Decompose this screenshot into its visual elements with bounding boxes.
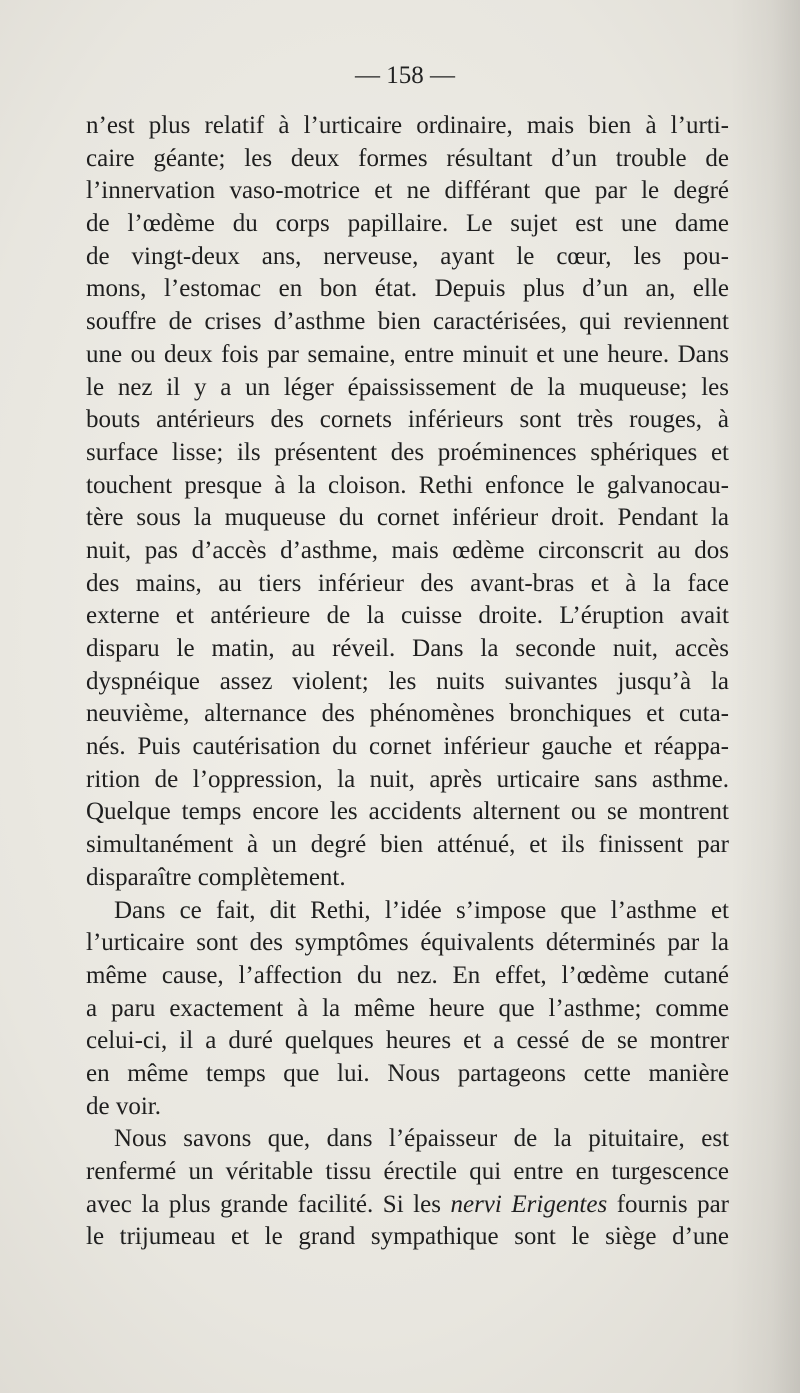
text-line: tère sous la muqueuse du cornet inférieur droit. Pendant la (86, 504, 729, 532)
text-line: une ou deux fois par semaine, entre minuit et une heure. Dans (86, 340, 729, 368)
text-line: surface lisse; ils présentent des proéminences sphériques et (86, 438, 729, 466)
italic-term: nervi Erigentes (450, 1190, 608, 1218)
text-line: de l’œdème du corps papillaire. Le sujet est une dame (86, 210, 729, 238)
text-line: le nez il y a un léger épaississement de la muqueuse; les (86, 373, 729, 401)
text-line: de vingt-deux ans, nerveuse, ayant le cœur, les pou- (86, 242, 729, 270)
text-line: Nous savons que, dans l’épaisseur de la pituitaire, est (114, 1125, 729, 1153)
page-number: — 158 — (355, 62, 455, 89)
text-line: disparu le matin, au réveil. Dans la seconde nuit, accès (86, 635, 729, 662)
text-line: touchent presque à la cloison. Rethi enfonce le galvanocau- (86, 471, 729, 499)
text-line: le trijumeau et le grand sympathique sont le siège d’une (86, 1223, 729, 1251)
text-line: Quelque temps encore les accidents alternent ou se montrent (86, 798, 729, 826)
body-text (86, 110, 729, 1254)
text-line: des mains, au tiers inférieur des avant-bras et à la face (86, 569, 729, 597)
text-line: l’urticaire sont des symptômes équivalents déterminés par la (86, 929, 729, 957)
text-run: fournis par (607, 1190, 730, 1218)
text-line: disparaître complètement. (86, 863, 346, 891)
text-line: caire géante; les deux formes résultant d’un trouble de (86, 144, 729, 172)
text-line: externe et antérieure de la cuisse droite. L’éruption avait (86, 602, 729, 630)
text-line: en même temps que lui. Nous partageons cette manière (86, 1059, 729, 1087)
text-line: neuvième, alternance des phénomènes bronchiques et cuta- (86, 700, 729, 728)
text-line: bouts antérieurs des cornets inférieurs sont très rouges, à (86, 406, 729, 434)
text-line: renfermé un véritable tissu érectile qui entre en turgescence (86, 1158, 729, 1185)
text-line: Dans ce fait, dit Rethi, l’idée s’impose que l’asthme et (114, 896, 729, 924)
text-line: de voir. (86, 1092, 161, 1120)
text-line: même cause, l’affection du nez. En effet, l’œdème cutané (86, 961, 729, 989)
text-line: nés. Puis cautérisation du cornet inférieur gauche et réappa- (86, 733, 729, 761)
text-line: n’est plus relatif à l’urticaire ordinaire, mais bien à l’urti- (86, 112, 729, 139)
page-gutter-shadow (730, 0, 800, 1393)
text-line-with-italic (86, 1189, 729, 1222)
text-line: nuit, pas d’accès d’asthme, mais œdème circonscrit au dos (86, 536, 729, 564)
text-line: celui-ci, il a duré quelques heures et a cessé de se montrer (86, 1027, 729, 1055)
text-run: avec la plus grande facilité. Si les (86, 1190, 451, 1218)
text-line: mons, l’estomac en bon état. Depuis plus d’un an, elle (86, 275, 729, 303)
text-line: l’innervation vaso-motrice et ne différant que par le degré (86, 177, 729, 205)
text-line: souffre de crises d’asthme bien caractérisées, qui reviennent (86, 308, 729, 336)
text-line: a paru exactement à la même heure que l’asthme; comme (86, 994, 729, 1022)
text-line: simultanément à un degré bien atténué, et ils finissent par (86, 831, 729, 859)
text-line: rition de l’oppression, la nuit, après urticaire sans asthme. (86, 765, 729, 793)
text-line: dyspnéique assez violent; les nuits suivantes jusqu’à la (86, 667, 729, 695)
